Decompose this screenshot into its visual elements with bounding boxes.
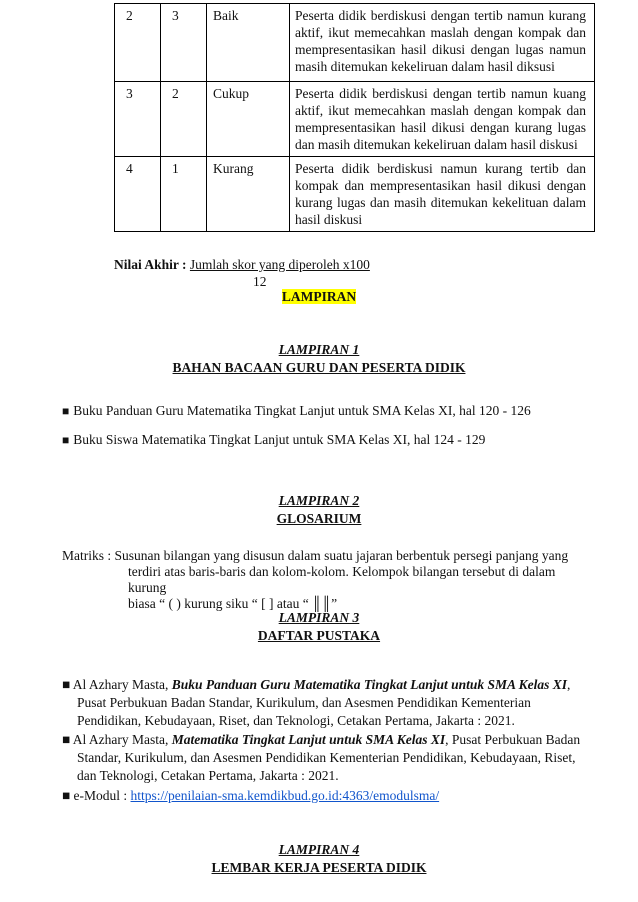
lampiran3-title-text: LAMPIRAN 3	[278, 610, 360, 625]
emodul-link[interactable]: https://penilaian-sma.kemdikbud.go.id:4363/emodulsma/	[130, 788, 440, 803]
bullet-icon: ■	[62, 404, 70, 418]
lampiran2-subtitle	[0, 511, 638, 527]
lampiran4-subtitle	[0, 860, 638, 876]
row-category: Kurang	[207, 157, 290, 232]
bullet-icon: ■	[62, 732, 71, 747]
row-number: 4	[115, 157, 161, 232]
list-item-text: Buku Panduan Guru Matematika Tingkat Lanjut untuk SMA Kelas XI, hal 120 - 126	[73, 403, 531, 418]
list-item	[62, 403, 531, 419]
lampiran-heading-text: LAMPIRAN	[281, 289, 357, 304]
glossary-entry	[62, 548, 582, 612]
row-score: 3	[161, 4, 207, 82]
row-category: Cukup	[207, 82, 290, 157]
glossary-line: terdiri atas baris-baris dan kolom-kolom. Kelompok bilangan tersebut di dalam kurung	[128, 564, 556, 595]
final-score-formula	[114, 257, 370, 273]
row-number: 3	[115, 82, 161, 157]
list-item-text: Buku Siswa Matematika Tingkat Lanjut untuk SMA Kelas XI, hal 124 - 129	[73, 432, 486, 447]
bullet-icon: ■	[62, 788, 71, 803]
lampiran4-subtitle-text: LEMBAR KERJA PESERTA DIDIK	[211, 860, 427, 875]
row-description: Peserta didik berdiskusi namun kurang tertib dan kompak dan mempresentasikan hasil dikusi dengan kurang lugas dan masih ditemukan kekelituan dalam hasil diskusi	[290, 157, 595, 232]
ref-separator: ,	[567, 677, 571, 692]
lampiran1-subtitle	[0, 360, 638, 376]
row-description: Peserta didik berdiskusi dengan tertib namun kuang aktif, ikut memecahkan maslah dengan kompak dan mempresentasikan hasil dikusi dengan kurang lugas dan masih ditemukan kekeliruan dalam hasil diskusi	[290, 82, 595, 157]
ref-line: Pusat Perbukuan Badan Standar, Kurikulum, dan Asesmen Pendidikan Kementerian	[77, 695, 531, 710]
reference-item	[62, 731, 584, 785]
emodul-item	[62, 787, 584, 805]
row-score: 2	[161, 82, 207, 157]
lampiran1-title-text: LAMPIRAN 1	[278, 342, 360, 357]
row-score: 1	[161, 157, 207, 232]
reference-item	[62, 676, 584, 730]
lampiran2-subtitle-text: GLOSARIUM	[276, 511, 362, 526]
emodul-label: e-Modul :	[73, 788, 128, 803]
ref-line: Pendidikan, Kebudayaan, Riset, dan Teknologi, Cetakan Pertama, Jakarta : 2021.	[77, 713, 515, 728]
lampiran3-title	[0, 610, 638, 626]
final-score-denominator: 12	[253, 274, 267, 289]
table-row	[115, 4, 595, 82]
ref-line: dan Teknologi, Cetakan Pertama, Jakarta : 2021.	[77, 768, 339, 783]
lampiran4-title	[0, 842, 638, 858]
ref-author: Al Azhary Masta,	[72, 732, 169, 747]
lampiran1-title	[0, 342, 638, 358]
row-description: Peserta didik berdiskusi dengan tertib namun kurang aktif, ikut memecahkan maslah dengan kompak dan mempresentasikan hasil dikusi dengan lugas namun masih ditemukan kekeliruan dalam hasil diksusi	[290, 4, 595, 82]
table-row	[115, 157, 595, 232]
lampiran3-subtitle	[0, 628, 638, 644]
glossary-line: biasa “ ( ) kurung siku “ [ ] atau “ ║║”	[128, 596, 338, 611]
lampiran4-title-text: LAMPIRAN 4	[278, 842, 360, 857]
lampiran3-subtitle-text: DAFTAR PUSTAKA	[257, 628, 381, 643]
lampiran-heading	[0, 289, 638, 305]
lampiran1-subtitle-text: BAHAN BACAAN GURU DAN PESERTA DIDIK	[172, 360, 466, 375]
row-number: 2	[115, 4, 161, 82]
bullet-icon: ■	[62, 677, 71, 692]
rubric-table	[114, 3, 595, 232]
lampiran2-title	[0, 493, 638, 509]
ref-author: Al Azhary Masta,	[72, 677, 169, 692]
bullet-icon: ■	[62, 433, 70, 447]
final-score-label: Nilai Akhir :	[114, 257, 187, 272]
lampiran2-title-text: LAMPIRAN 2	[278, 493, 360, 508]
ref-separator: , Pusat Perbukuan Badan	[445, 732, 581, 747]
ref-book-title: Matematika Tingkat Lanjut untuk SMA Kelas XI	[171, 732, 446, 747]
ref-line: Standar, Kurikulum, dan Asesmen Pendidikan Kementerian Pendidikan, Kebudayaan, Riset,	[77, 750, 576, 765]
table-row	[115, 82, 595, 157]
ref-book-title: Buku Panduan Guru Matematika Tingkat Lanjut untuk SMA Kelas XI	[171, 677, 568, 692]
list-item	[62, 432, 485, 448]
glossary-line: Matriks : Susunan bilangan yang disusun dalam suatu jajaran berbentuk persegi panjang yang	[62, 548, 569, 563]
final-score-numerator: Jumlah skor yang diperoleh x100	[189, 257, 370, 272]
row-category: Baik	[207, 4, 290, 82]
